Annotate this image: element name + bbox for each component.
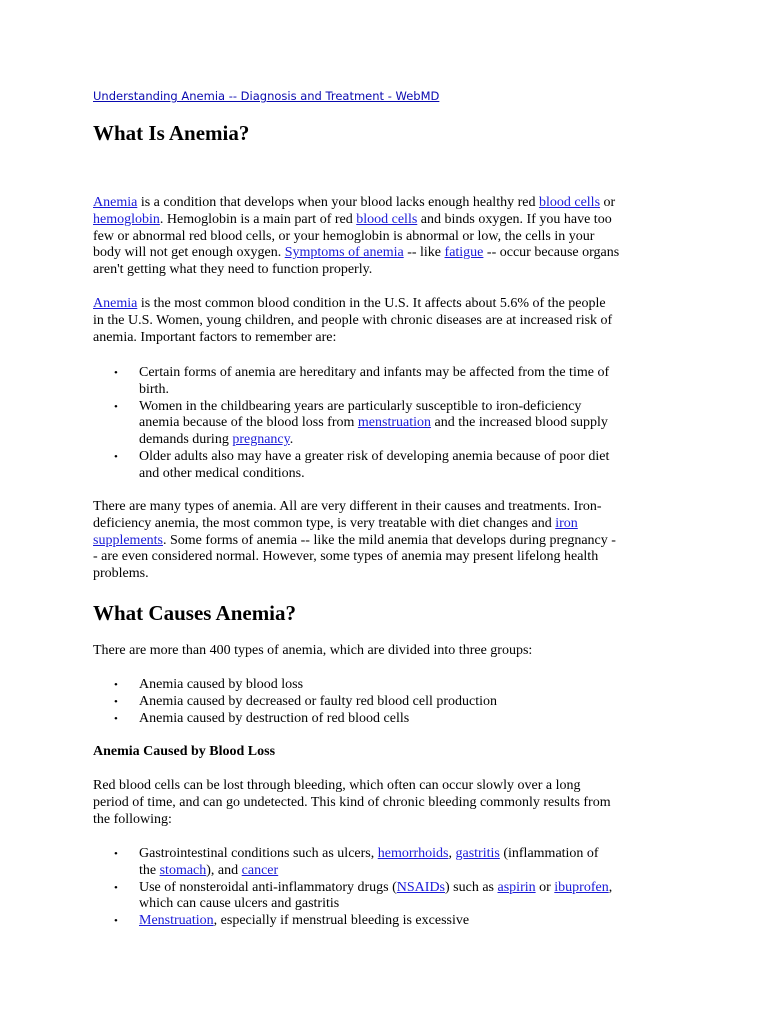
link-nsaids[interactable]: NSAIDs [396, 879, 446, 895]
text: (inflammation of [499, 846, 599, 861]
text: -- like [403, 245, 445, 261]
link-anemia[interactable]: Anemia [93, 195, 138, 210]
text-line: Anemia caused by blood loss [139, 677, 304, 692]
text: demands during [139, 432, 233, 448]
text-line: aren't getting what they need to function properly. [93, 262, 373, 278]
text: or [600, 195, 616, 210]
list-item [93, 677, 683, 694]
bullet: • [114, 679, 118, 691]
text-line: Anemia caused by destruction of red blood cells [139, 710, 410, 726]
text: is the most common blood condition in the U.S. It affects about 5.6% of the people [137, 296, 606, 311]
link-ibuprofen[interactable]: ibuprofen [554, 879, 609, 895]
link-hemorrhoids[interactable]: hemorrhoids [377, 846, 449, 861]
link-blood-cells[interactable]: blood cells [356, 211, 418, 227]
text: deficiency anemia, the most common type, is very treatable with diet changes and [93, 515, 556, 531]
link-anemia[interactable]: Anemia [93, 296, 138, 311]
types-paragraph [93, 499, 683, 583]
link-blood-cells[interactable]: blood cells [538, 195, 601, 210]
bullet: • [114, 450, 118, 463]
link-hemoglobin[interactable]: hemoglobin [93, 211, 160, 227]
text: . Hemoglobin is a main part of red [159, 211, 357, 227]
text: and binds oxygen. If you have too [417, 211, 612, 227]
text: Use of nonsteroidal anti-inflammatory drugs ( [139, 879, 397, 895]
link-iron[interactable]: iron [555, 515, 578, 531]
text-line: which can cause ulcers and gastritis [139, 896, 340, 912]
text: Gastrointestinal conditions such as ulcers, [139, 846, 378, 861]
text: and the increased blood supply [431, 415, 608, 431]
text-line: birth. [139, 381, 169, 397]
text: anemia because of the blood loss from [139, 415, 358, 431]
bullet: • [114, 712, 118, 725]
link-menstruation[interactable]: Menstruation [139, 913, 214, 929]
text-line: There are more than 400 types of anemia, which are divided into three groups: [93, 643, 533, 658]
link-menstruation[interactable]: menstruation [357, 415, 431, 431]
list-item [93, 880, 683, 914]
text-line: and other medical conditions. [139, 465, 305, 481]
text-line: problems. [93, 566, 149, 582]
groups-intro [93, 643, 683, 660]
text: or [535, 879, 555, 895]
text: is a condition that develops when your blood lacks enough healthy red [137, 195, 539, 210]
text-line: Red blood cells can be lost through bleeding, which often can occur slowly over a long [93, 778, 581, 793]
text: , especially if menstrual bleeding is excessive [213, 913, 470, 929]
link-fatigue[interactable]: fatigue [444, 245, 484, 261]
link-stomach[interactable]: stomach [159, 862, 207, 878]
text: ), and [206, 862, 242, 878]
list-item [93, 365, 683, 399]
text: body will not get enough oxygen. [93, 245, 285, 261]
link-gastritis[interactable]: gastritis [455, 846, 500, 861]
text: ) such as [445, 879, 498, 895]
text-line: There are many types of anemia. All are very different in their causes and treatments. Iron- [93, 499, 602, 514]
text-line: in the U.S. Women, young children, and people with chronic diseases are at increased risk of [93, 312, 613, 328]
text-line: period of time, and can go undetected. This kind of chronic bleeding commonly results from [93, 794, 611, 810]
link-supplements[interactable]: supplements [93, 532, 163, 548]
list-item [93, 711, 683, 728]
text-line: Women in the childbearing years are particularly susceptible to iron-deficiency [139, 398, 582, 414]
text: , [448, 846, 456, 861]
section-heading-causes: What Causes Anemia? [93, 601, 297, 625]
intro-paragraph [93, 195, 683, 279]
text: -- occur because organs [483, 245, 620, 261]
blood-loss-causes-list [93, 846, 683, 930]
bullet: • [114, 695, 118, 708]
bullet: • [114, 848, 118, 860]
text-line: Older adults also may have a greater risk of developing anemia because of poor diet [139, 448, 610, 464]
prevalence-paragraph [93, 296, 683, 346]
text: , [608, 879, 613, 895]
bullet: • [114, 367, 118, 379]
subheading-blood-loss: Anemia Caused by Blood Loss [93, 744, 276, 759]
page-title: What Is Anemia? [93, 121, 250, 145]
text: the [139, 862, 160, 878]
text-line: few or abnormal red blood cells, or your hemoglobin is abnormal or low, the cells in your [93, 228, 595, 244]
link-cancer[interactable]: cancer [241, 862, 279, 878]
bullet: • [114, 881, 118, 894]
text-line: anemia. Important factors to remember are: [93, 329, 337, 345]
list-item [93, 846, 683, 880]
list-item [93, 399, 683, 449]
text: . Some forms of anemia -- like the mild anemia that develops during pregnancy - [163, 532, 616, 548]
text: . [289, 432, 294, 448]
list-item [93, 913, 683, 930]
anemia-groups-list [93, 677, 683, 727]
link-pregnancy[interactable]: pregnancy [232, 432, 290, 448]
text-line: the following: [93, 811, 172, 827]
text-line: Anemia caused by decreased or faulty red blood cell production [139, 693, 498, 709]
text-line: - are even considered normal. However, some types of anemia may present lifelong health [93, 549, 599, 565]
blood-loss-paragraph [93, 778, 683, 828]
link-symptoms-of-anemia[interactable]: Symptoms of anemia [284, 245, 404, 261]
bullet: • [114, 915, 118, 928]
source-link[interactable]: Understanding Anemia -- Diagnosis and Treatment - WebMD [93, 89, 440, 103]
link-aspirin[interactable]: aspirin [497, 879, 536, 895]
list-item [93, 449, 683, 483]
risk-factors-list [93, 365, 683, 483]
list-item [93, 694, 683, 711]
bullet: • [114, 400, 118, 413]
text-line: Certain forms of anemia are hereditary and infants may be affected from the time of [139, 365, 610, 380]
